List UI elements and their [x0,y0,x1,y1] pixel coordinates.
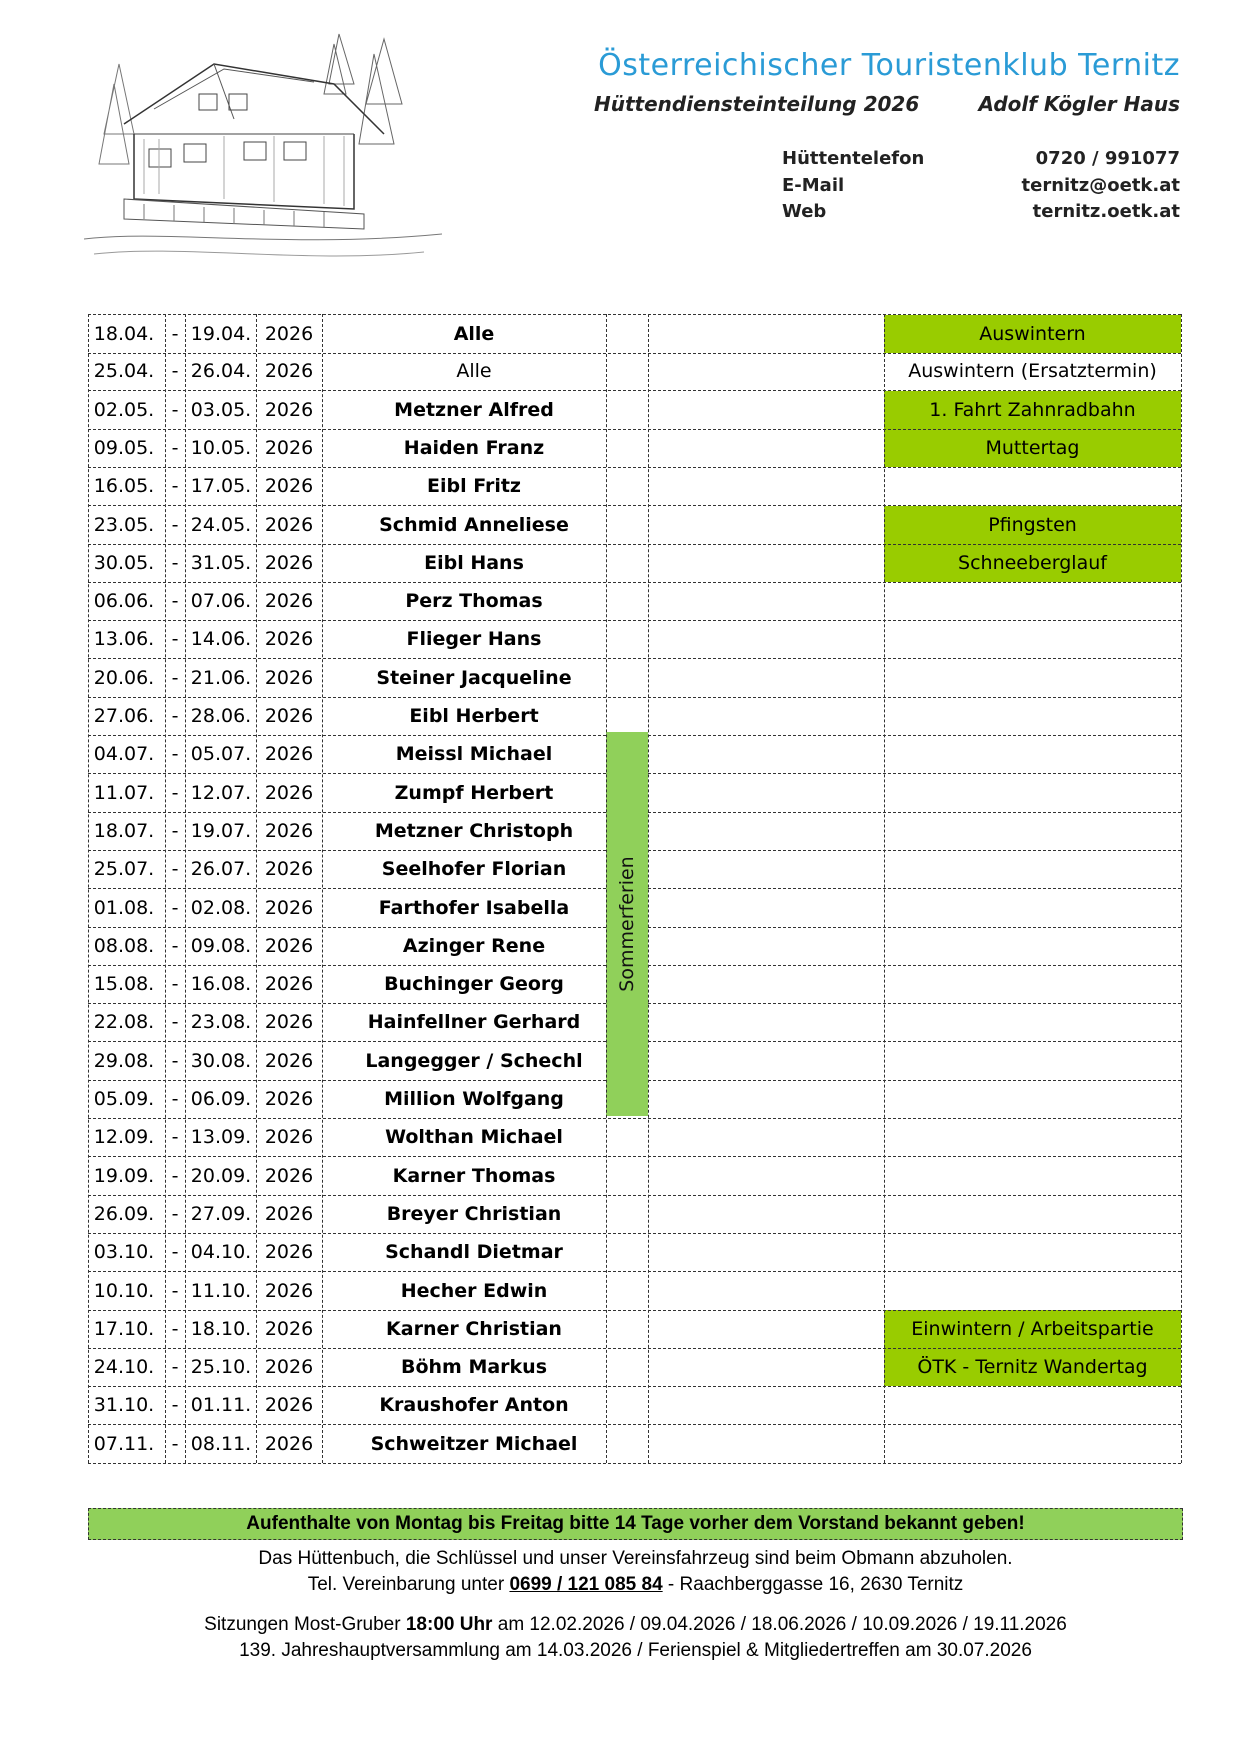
table-column-divider [1181,314,1182,1463]
event-note [884,620,1181,658]
date-to: 02.08. [190,896,252,919]
subtitle-schedule-year: Hüttendiensteinteilung 2026 [594,92,920,116]
year: 2026 [264,1317,314,1340]
event-note [884,1272,1181,1310]
meetings-line [88,1614,1183,1636]
event-note [884,965,1181,1003]
schedule-row [88,352,1181,391]
year: 2026 [264,1049,314,1072]
annual-meeting-line: 139. Jahreshauptversammlung am 14.03.2026 / Ferienspiel & Mitgliedertreffen am 30.07.2026 [239,1640,1032,1661]
date-from: 20.06. [93,666,155,689]
contact-label: Hüttentelefon [782,148,925,169]
date-separator: - [171,551,179,574]
year: 2026 [264,1279,314,1302]
year: 2026 [264,1394,314,1417]
date-to: 08.11. [190,1432,252,1455]
date-from: 12.09. [93,1126,155,1149]
date-separator: - [171,1356,179,1379]
schedule-row [88,582,1181,621]
duty-person-name: Eibl Hans [424,551,524,574]
obmann-phone: 0699 / 121 085 84 [509,1574,663,1595]
date-separator: - [171,1317,179,1340]
date-from: 06.06. [93,590,155,613]
year: 2026 [264,1164,314,1187]
event-note [884,1386,1181,1424]
event-note [884,582,1181,620]
date-from: 27.06. [93,705,155,727]
date-to: 28.06. [190,705,252,727]
date-to: 04.10. [190,1241,252,1264]
duty-person-name: Alle [453,323,495,345]
date-to: 21.06. [190,666,252,689]
date-separator: - [171,590,179,613]
duty-person-name: Metzner Christoph [374,819,574,842]
duty-person-name: Schweitzer Michael [370,1432,578,1455]
date-separator: - [171,973,179,996]
year: 2026 [264,973,314,996]
event-note: Auswintern [884,315,1181,353]
date-separator: - [171,628,179,651]
year: 2026 [264,781,314,804]
year: 2026 [264,896,314,919]
contact-line [88,1574,1183,1596]
event-note: Auswintern (Ersatztermin) [908,360,1157,383]
year: 2026 [264,360,314,383]
date-to: 01.11. [190,1394,252,1417]
duty-person-name: Karner Thomas [392,1164,556,1187]
event-note [884,850,1181,888]
event-note [884,697,1181,735]
duty-person-name: Million Wolfgang [384,1088,564,1110]
date-to: 11.10. [190,1279,252,1302]
duty-person-name: Azinger Rene [402,934,546,957]
event-note [884,812,1181,850]
table-column-divider [648,314,649,1463]
duty-person-name: Seelhofer Florian [381,858,567,881]
table-column-divider [322,314,323,1463]
schedule-row [88,1195,1181,1234]
year: 2026 [264,628,314,651]
date-from: 11.07. [93,781,155,804]
year: 2026 [264,398,314,421]
date-to: 10.05. [190,436,252,459]
date-from: 23.05. [93,513,155,536]
schedule-row [88,697,1181,736]
event-note [884,1233,1181,1271]
table-column-divider [185,314,186,1463]
schedule-row [88,620,1181,659]
event-note [884,1118,1181,1156]
date-separator: - [171,398,179,421]
schedule-row [88,1272,1181,1311]
date-from: 18.04. [93,323,155,345]
date-separator: - [171,475,179,498]
schedule-row [88,429,1181,468]
schedule-row [88,1425,1181,1464]
event-note [884,1080,1181,1118]
date-separator: - [171,858,179,881]
duty-person-name: Schmid Anneliese [379,513,569,536]
year: 2026 [264,513,314,536]
contact-label: E-Mail [782,175,845,196]
date-separator: - [171,1279,179,1302]
date-to: 19.07. [190,819,252,842]
date-separator: - [171,934,179,957]
date-from: 05.09. [93,1088,155,1110]
contact-value: 0720 / 991077 [1035,148,1180,169]
event-note: ÖTK - Ternitz Wandertag [884,1348,1181,1386]
event-note [884,927,1181,965]
schedule-row [88,1310,1181,1349]
duty-person-name: Haiden Franz [403,436,545,459]
date-to: 26.07. [190,858,252,881]
year: 2026 [264,934,314,957]
date-to: 25.10. [190,1356,252,1379]
duty-person-name: Zumpf Herbert [394,781,554,804]
duty-person-name: Steiner Jacqueline [376,666,572,689]
duty-person-name: Schandl Dietmar [385,1241,563,1264]
duty-person-name: Perz Thomas [405,590,543,613]
schedule-row [88,506,1181,545]
duty-person-name: Eibl Herbert [409,705,539,727]
date-from: 15.08. [93,973,155,996]
schedule-row [88,1348,1181,1387]
date-separator: - [171,1088,179,1110]
schedule-row [88,544,1181,583]
schedule-row [88,1118,1181,1157]
event-note [884,1425,1181,1463]
date-separator: - [171,436,179,459]
date-to: 26.04. [190,360,252,383]
event-note: Schneeberglauf [884,544,1181,582]
duty-person-name: Eibl Fritz [426,475,521,498]
duty-person-name: Breyer Christian [386,1202,562,1225]
meetings-prefix: Sitzungen Most-Gruber [204,1614,406,1635]
date-separator: - [171,705,179,727]
date-to: 13.09. [190,1126,252,1149]
year: 2026 [264,1088,314,1110]
club-title: Österreichischer Touristenklub Ternitz [598,48,1180,83]
date-separator: - [171,1049,179,1072]
contact-label: Web [782,201,827,222]
date-separator: - [171,1202,179,1225]
date-to: 23.08. [190,1011,252,1034]
event-note: Einwintern / Arbeitspartie [884,1310,1181,1348]
date-separator: - [171,1011,179,1034]
schedule-row [88,659,1181,698]
date-separator: - [171,781,179,804]
year: 2026 [264,475,314,498]
schedule-row [88,1233,1181,1272]
date-to: 12.07. [190,781,252,804]
year: 2026 [264,590,314,613]
schedule-row [88,1386,1181,1425]
year: 2026 [264,743,314,766]
date-to: 03.05. [190,398,252,421]
duty-person-name: Metzner Alfred [394,398,554,421]
table-column-divider [884,314,885,1463]
table-column-divider [165,314,166,1463]
summer-holiday-label: Sommerferien [616,856,638,992]
event-note [884,1003,1181,1041]
duty-person-name: Alle [456,360,492,383]
date-from: 22.08. [93,1011,155,1034]
contact-line-address: - Raachberggasse 16, 2630 Ternitz [662,1574,964,1595]
duty-person-name: Farthofer Isabella [378,896,570,919]
contact-line-prefix: Tel. Vereinbarung unter [307,1574,510,1595]
date-from: 24.10. [93,1356,155,1379]
date-to: 05.07. [190,743,252,766]
date-from: 02.05. [93,398,155,421]
year: 2026 [264,436,314,459]
date-separator: - [171,666,179,689]
date-to: 07.06. [190,590,252,613]
year: 2026 [264,1432,314,1455]
weekday-stay-notice: Aufenthalte von Montag bis Freitag bitte 14 Tage vorher dem Vorstand bekannt geben! [88,1508,1183,1540]
date-separator: - [171,1432,179,1455]
duty-person-name: Karner Christian [386,1317,562,1340]
date-from: 26.09. [93,1202,155,1225]
date-separator: - [171,360,179,383]
date-separator: - [171,513,179,536]
pickup-info: Das Hüttenbuch, die Schlüssel und unser Vereinsfahrzeug sind beim Obmann abzuholen. [258,1548,1013,1569]
date-from: 07.11. [93,1432,155,1455]
date-separator: - [171,896,179,919]
year: 2026 [264,1202,314,1225]
event-note [884,774,1181,812]
date-separator: - [171,323,179,345]
date-from: 10.10. [93,1279,155,1302]
date-to: 30.08. [190,1049,252,1072]
event-note [884,1042,1181,1080]
date-to: 06.09. [190,1088,252,1110]
date-from: 17.10. [93,1317,155,1340]
date-to: 27.09. [190,1202,252,1225]
event-note [884,1157,1181,1195]
event-note [884,889,1181,927]
date-from: 25.07. [93,858,155,881]
date-to: 31.05. [190,551,252,574]
hut-sketch-illustration [84,24,442,274]
date-from: 04.07. [93,743,155,766]
event-note [884,1195,1181,1233]
event-note [884,467,1181,505]
date-from: 18.07. [93,819,155,842]
date-from: 16.05. [93,475,155,498]
duty-person-name: Flieger Hans [406,628,542,651]
year: 2026 [264,551,314,574]
date-from: 01.08. [93,896,155,919]
subtitle-hut-name: Adolf Kögler Haus [978,92,1180,116]
date-separator: - [171,1241,179,1264]
schedule-row [88,391,1181,430]
duty-person-name: Hainfellner Gerhard [367,1011,581,1034]
date-from: 08.08. [93,934,155,957]
duty-person-name: Hecher Edwin [400,1279,548,1302]
date-separator: - [171,1126,179,1149]
date-from: 09.05. [93,436,155,459]
contact-value: ternitz@oetk.at [1021,175,1180,196]
date-from: 13.06. [93,628,155,651]
date-from: 29.08. [93,1049,155,1072]
event-note: Muttertag [884,429,1181,467]
date-from: 25.04. [93,360,155,383]
date-from: 03.10. [93,1241,155,1264]
date-to: 14.06. [190,628,252,651]
date-from: 30.05. [93,551,155,574]
date-from: 19.09. [93,1164,155,1187]
table-column-divider [606,314,607,1463]
year: 2026 [264,666,314,689]
date-from: 31.10. [93,1394,155,1417]
duty-person-name: Meissl Michael [395,743,553,766]
year: 2026 [264,1241,314,1264]
duty-person-name: Kraushofer Anton [379,1394,569,1417]
date-to: 17.05. [190,475,252,498]
event-note [884,735,1181,773]
year: 2026 [264,323,314,345]
date-to: 19.04. [190,323,252,345]
date-to: 09.08. [190,934,252,957]
date-separator: - [171,1394,179,1417]
duty-person-name: Buchinger Georg [384,973,564,996]
duty-person-name: Wolthan Michael [385,1126,563,1149]
date-to: 20.09. [190,1164,252,1187]
event-note [884,659,1181,697]
event-note: Pfingsten [884,506,1181,544]
meetings-time: 18:00 Uhr [405,1614,493,1635]
event-note: 1. Fahrt Zahnradbahn [884,391,1181,429]
year: 2026 [264,819,314,842]
schedule-row [88,467,1181,506]
table-column-divider [256,314,257,1463]
year: 2026 [264,858,314,881]
year: 2026 [264,1356,314,1379]
table-column-divider [88,314,89,1463]
duty-person-name: Langegger / Schechl [365,1049,583,1072]
year: 2026 [264,1126,314,1149]
schedule-row [88,314,1181,354]
date-to: 18.10. [190,1317,252,1340]
date-to: 16.08. [190,973,252,996]
date-separator: - [171,743,179,766]
duty-person-name: Böhm Markus [400,1356,548,1379]
date-separator: - [171,819,179,842]
meetings-dates: am 12.02.2026 / 09.04.2026 / 18.06.2026 / 10.09.2026 / 19.11.2026 [492,1614,1067,1635]
date-separator: - [171,1164,179,1187]
contact-value: ternitz.oetk.at [1032,201,1180,222]
date-to: 24.05. [190,513,252,536]
year: 2026 [264,705,314,727]
schedule-row [88,1157,1181,1196]
year: 2026 [264,1011,314,1034]
